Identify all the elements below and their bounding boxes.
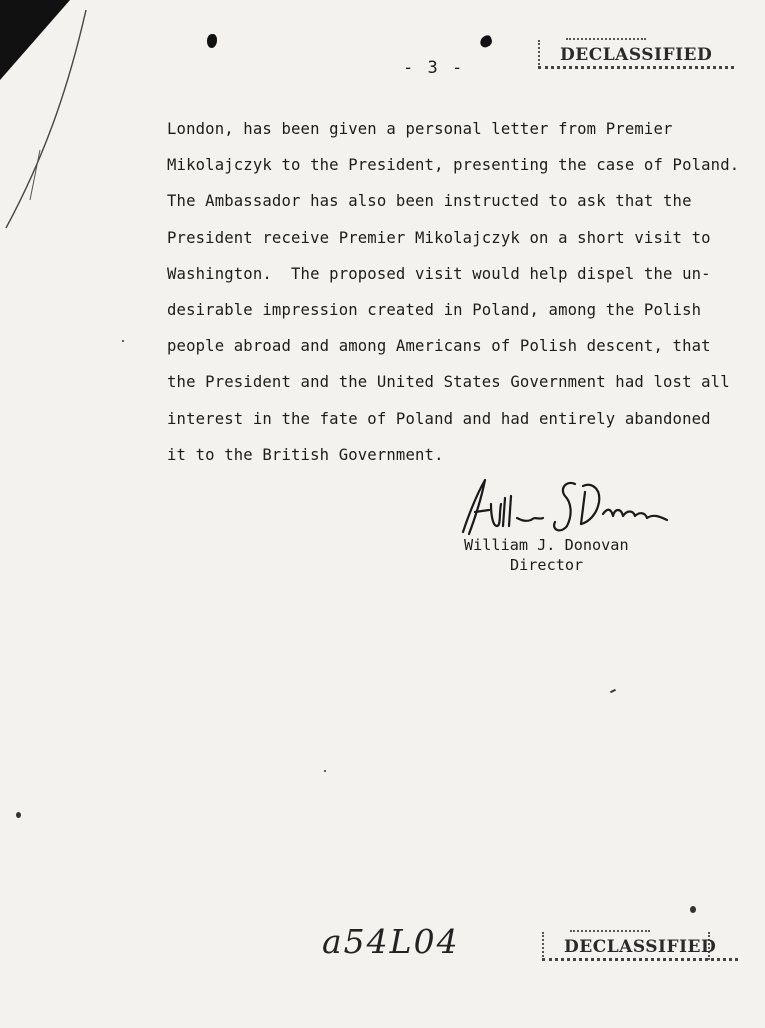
body-line: desirable impression created in Poland, among the Polish bbox=[167, 301, 702, 320]
ink-speck bbox=[690, 906, 696, 913]
body-line: interest in the fate of Poland and had entirely abandoned bbox=[167, 409, 711, 428]
declassified-stamp-bottom bbox=[540, 926, 740, 974]
handwritten-document-number: a54L04 bbox=[322, 922, 460, 961]
stamp-label: DECLASSIFIED bbox=[560, 45, 713, 65]
punch-hole bbox=[478, 34, 493, 48]
handwritten-signature bbox=[455, 474, 675, 544]
edge-scan-artifact bbox=[0, 0, 100, 240]
declassified-stamp-top bbox=[536, 34, 736, 80]
stamp-label: DECLASSIFIED bbox=[564, 937, 717, 957]
signatory-title: Director bbox=[510, 556, 584, 574]
ink-speck bbox=[610, 689, 616, 693]
punch-hole bbox=[207, 34, 217, 48]
body-line: Washington. The proposed visit would help dispel the un- bbox=[167, 264, 711, 283]
body-line: President receive Premier Mikolajczyk on a short visit to bbox=[167, 228, 711, 247]
signatory-name: William J. Donovan bbox=[464, 536, 629, 554]
body-line: people abroad and among Americans of Polish descent, that bbox=[167, 337, 711, 356]
page-number: - 3 - bbox=[403, 58, 465, 78]
ink-speck bbox=[16, 812, 21, 818]
body-line: London, has been given a personal letter from Premier bbox=[167, 120, 673, 138]
body-line: the President and the United States Government had lost all bbox=[167, 373, 730, 392]
body-line: it to the British Government. bbox=[167, 445, 444, 464]
ink-speck bbox=[122, 340, 124, 342]
body-line: Mikolajczyk to the President, presenting the case of Poland. bbox=[167, 156, 740, 175]
body-line: The Ambassador has also been instructed to ask that the bbox=[167, 192, 692, 211]
ink-speck bbox=[324, 770, 326, 772]
letter-body bbox=[167, 111, 740, 473]
